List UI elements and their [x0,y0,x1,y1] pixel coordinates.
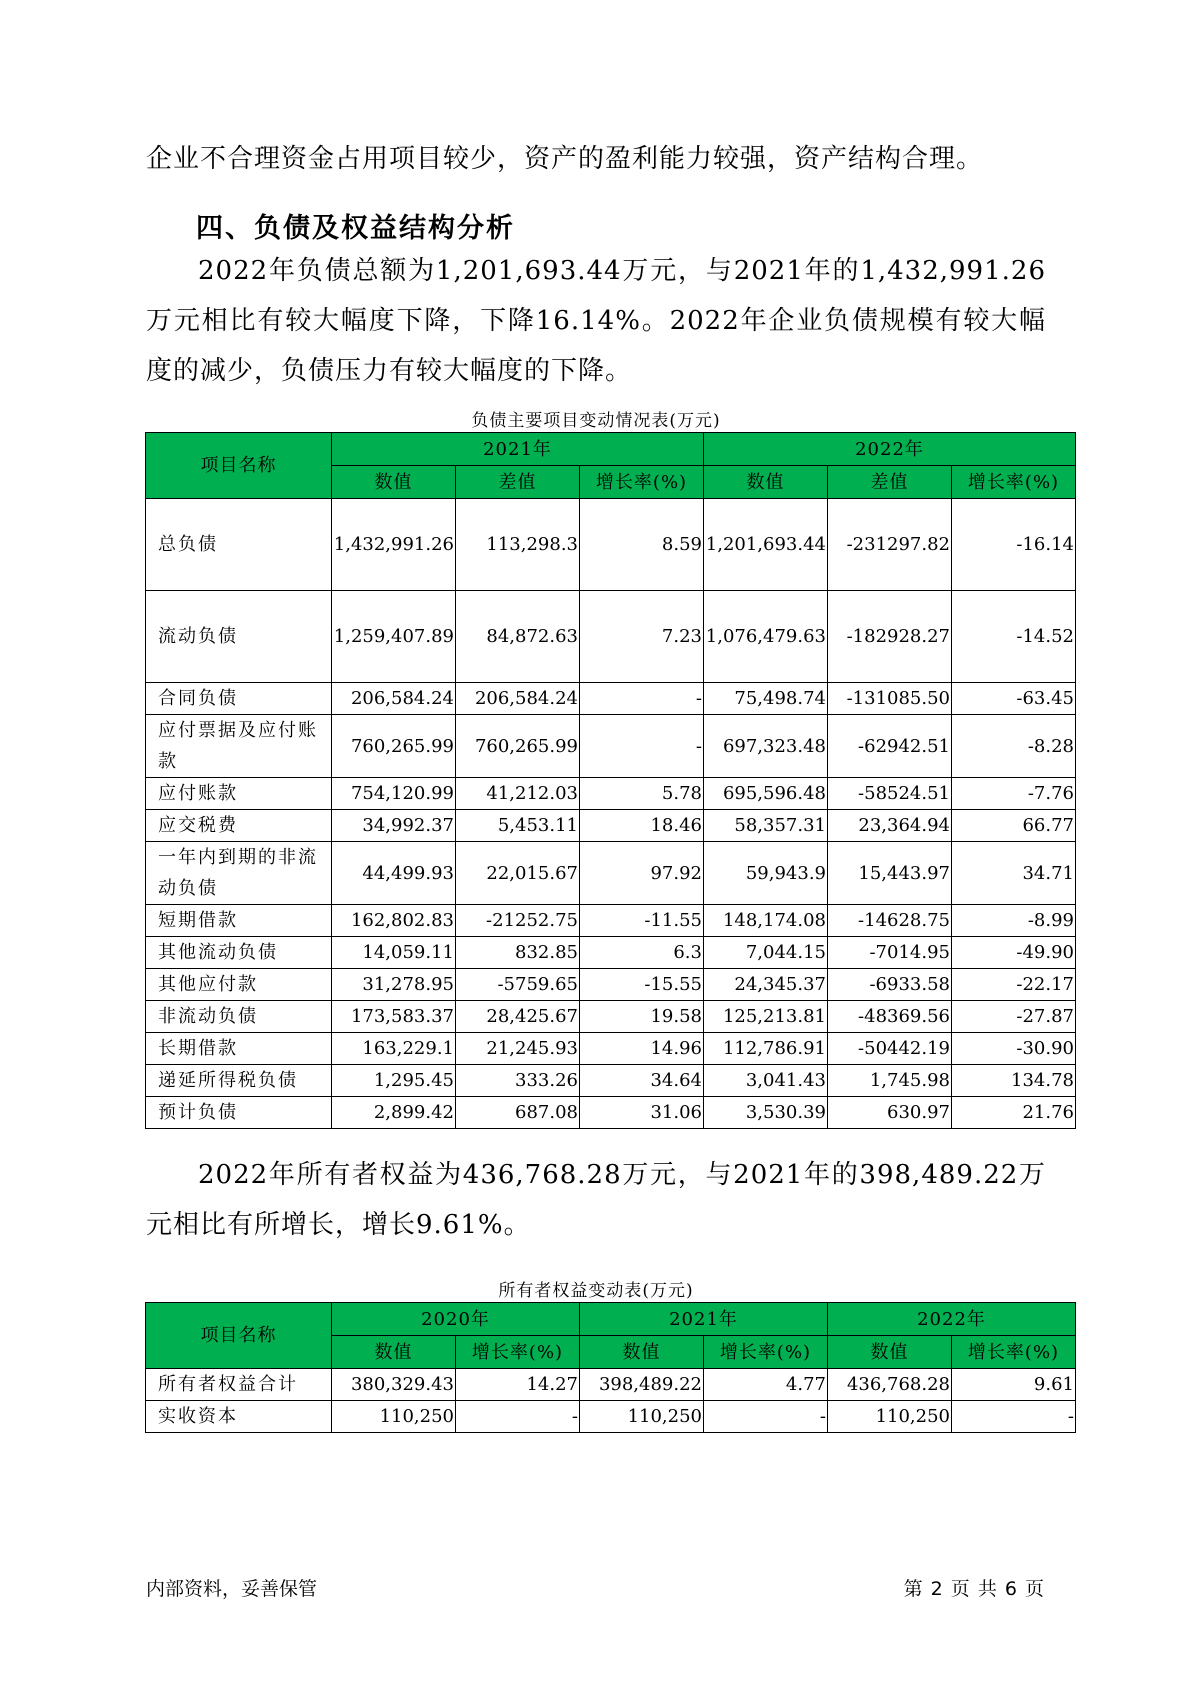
table-cell: -48369.56 [828,1001,952,1033]
table-cell: 1,432,991.26 [332,499,456,591]
liability-year-header: 2021年 [332,433,704,466]
table-cell: 206,584.24 [332,683,456,715]
table-cell: 436,768.28 [828,1369,952,1401]
table-cell: 23,364.94 [828,810,952,842]
table-row [146,1033,1076,1065]
table-cell: 24,345.37 [704,969,828,1001]
table-cell: 110,250 [580,1401,704,1433]
row-label: 所有者权益合计 [146,1369,332,1401]
table-cell: 110,250 [332,1401,456,1433]
table-cell: -7.76 [952,778,1076,810]
row-label: 递延所得税负债 [146,1065,332,1097]
row-label: 应交税费 [146,810,332,842]
table-cell: -231297.82 [828,499,952,591]
table-cell: 687.08 [456,1097,580,1129]
table-row [146,683,1076,715]
table-cell: 18.46 [580,810,704,842]
equity-paragraph: 2022年所有者权益为436,768.28万元，与2021年的398,489.22万元相比有所增长，增长9.61%。 [146,1160,1046,1240]
footer-confidential-note: 内部资料，妥善保管 [146,1578,318,1600]
table-cell: 1,745.98 [828,1065,952,1097]
table-cell: 760,265.99 [332,715,456,778]
table-cell: 1,201,693.44 [704,499,828,591]
table-cell: 134.78 [952,1065,1076,1097]
liability-sub-header: 增长率(%) [580,466,704,499]
table-cell: -15.55 [580,969,704,1001]
table-row [146,842,1076,905]
row-label: 短期借款 [146,905,332,937]
liability-table [145,432,1076,1129]
table-cell: 380,329.43 [332,1369,456,1401]
table-cell: -58524.51 [828,778,952,810]
table-row [146,1369,1076,1401]
table-cell: 697,323.48 [704,715,828,778]
table-cell: -5759.65 [456,969,580,1001]
row-label: 应付票据及应付账款 [146,715,332,778]
table-cell: 5,453.11 [456,810,580,842]
table-cell: 1,259,407.89 [332,591,456,683]
table-cell: 398,489.22 [580,1369,704,1401]
liability-sub-header: 差值 [828,466,952,499]
table-cell: 21,245.93 [456,1033,580,1065]
liability-sub-header: 差值 [456,466,580,499]
table-cell: 34.64 [580,1065,704,1097]
table-cell: 75,498.74 [704,683,828,715]
equity-sub-header: 增长率(%) [456,1336,580,1369]
table-cell: 59,943.9 [704,842,828,905]
table-cell: -14628.75 [828,905,952,937]
table-cell: 15,443.97 [828,842,952,905]
table-cell: 34,992.37 [332,810,456,842]
table-cell: 1,076,479.63 [704,591,828,683]
table-cell: 58,357.31 [704,810,828,842]
table-cell: 3,530.39 [704,1097,828,1129]
equity-year-header: 2020年 [332,1303,580,1336]
table-cell: - [704,1401,828,1433]
equity-sub-header: 数值 [580,1336,704,1369]
table-cell: -27.87 [952,1001,1076,1033]
table-cell: 44,499.93 [332,842,456,905]
row-label: 预计负债 [146,1097,332,1129]
table-cell: 14,059.11 [332,937,456,969]
table-cell: 832.85 [456,937,580,969]
table-cell: - [580,715,704,778]
table-cell: 41,212.03 [456,778,580,810]
table-cell: 173,583.37 [332,1001,456,1033]
equity-name-header: 项目名称 [146,1303,332,1369]
table-cell: 630.97 [828,1097,952,1129]
table-row [146,1401,1076,1433]
table-row [146,1065,1076,1097]
table-cell: 14.27 [456,1369,580,1401]
table-cell: 112,786.91 [704,1033,828,1065]
equity-table-body [146,1369,1076,1433]
liability-paragraph: 2022年负债总额为1,201,693.44万元，与2021年的1,432,991.26万元相比有较大幅度下降，下降16.14%。2022年企业负债规模有较大幅度的减少，负债压力有较大幅度的下降。 [146,256,1046,386]
table-cell: 14.96 [580,1033,704,1065]
table-cell: 695,596.48 [704,778,828,810]
row-label: 其他应付款 [146,969,332,1001]
table-cell: 760,265.99 [456,715,580,778]
table-row [146,499,1076,591]
row-label: 一年内到期的非流动负债 [146,842,332,905]
table-row [146,591,1076,683]
table-row [146,937,1076,969]
liability-table-caption: 负债主要项目变动情况表(万元) [471,411,721,431]
table-cell: 6.3 [580,937,704,969]
table-cell: 9.61 [952,1369,1076,1401]
table-cell: 3,041.43 [704,1065,828,1097]
equity-sub-header: 数值 [332,1336,456,1369]
row-label: 实收资本 [146,1401,332,1433]
table-cell: -50442.19 [828,1033,952,1065]
table-cell: 206,584.24 [456,683,580,715]
table-cell: -11.55 [580,905,704,937]
table-cell: 22,015.67 [456,842,580,905]
row-label: 非流动负债 [146,1001,332,1033]
footer-page-number: 第 2 页 共 6 页 [903,1578,1045,1600]
row-label: 流动负债 [146,591,332,683]
table-cell: -63.45 [952,683,1076,715]
liability-sub-header: 数值 [332,466,456,499]
row-label: 合同负债 [146,683,332,715]
equity-sub-header: 增长率(%) [952,1336,1076,1369]
table-cell: -21252.75 [456,905,580,937]
table-cell: -131085.50 [828,683,952,715]
table-cell: 148,174.08 [704,905,828,937]
table-row [146,1097,1076,1129]
table-cell: -30.90 [952,1033,1076,1065]
table-row [146,1001,1076,1033]
table-cell: 125,213.81 [704,1001,828,1033]
table-cell: 4.77 [704,1369,828,1401]
table-cell: 21.76 [952,1097,1076,1129]
table-cell: 97.92 [580,842,704,905]
section-heading: 四、负债及权益结构分析 [196,213,515,244]
row-label: 总负债 [146,499,332,591]
equity-sub-header: 数值 [828,1336,952,1369]
liability-year-header: 2022年 [704,433,1076,466]
table-cell: 113,298.3 [456,499,580,591]
table-cell: 28,425.67 [456,1001,580,1033]
table-row [146,715,1076,778]
table-row [146,810,1076,842]
table-cell: 333.26 [456,1065,580,1097]
row-label: 长期借款 [146,1033,332,1065]
table-cell: 19.58 [580,1001,704,1033]
equity-year-header: 2022年 [828,1303,1076,1336]
equity-table [145,1302,1076,1433]
equity-year-header: 2021年 [580,1303,828,1336]
table-cell: -49.90 [952,937,1076,969]
table-cell: -62942.51 [828,715,952,778]
table-cell: -14.52 [952,591,1076,683]
table-cell: -8.28 [952,715,1076,778]
table-cell: 34.71 [952,842,1076,905]
table-cell: 1,295.45 [332,1065,456,1097]
table-cell: 66.77 [952,810,1076,842]
table-cell: 754,120.99 [332,778,456,810]
table-cell: 7,044.15 [704,937,828,969]
table-cell: 7.23 [580,591,704,683]
table-cell: 84,872.63 [456,591,580,683]
table-cell: 5.78 [580,778,704,810]
table-cell: 8.59 [580,499,704,591]
liability-sub-header: 增长率(%) [952,466,1076,499]
equity-sub-header: 增长率(%) [704,1336,828,1369]
liability-table-body [146,499,1076,1129]
table-cell: -7014.95 [828,937,952,969]
table-cell: -16.14 [952,499,1076,591]
table-cell: 110,250 [828,1401,952,1433]
intro-paragraph: 企业不合理资金占用项目较少，资产的盈利能力较强，资产结构合理。 [146,144,984,174]
liability-sub-header: 数值 [704,466,828,499]
row-label: 其他流动负债 [146,937,332,969]
liability-name-header: 项目名称 [146,433,332,499]
table-cell: 2,899.42 [332,1097,456,1129]
table-row [146,778,1076,810]
table-cell: -22.17 [952,969,1076,1001]
table-cell: 31.06 [580,1097,704,1129]
table-cell: 31,278.95 [332,969,456,1001]
table-cell: - [952,1401,1076,1433]
table-cell: -182928.27 [828,591,952,683]
table-cell: - [456,1401,580,1433]
table-row [146,905,1076,937]
table-cell: -8.99 [952,905,1076,937]
table-cell: 162,802.83 [332,905,456,937]
table-cell: -6933.58 [828,969,952,1001]
equity-table-caption: 所有者权益变动表(万元) [498,1281,694,1301]
table-cell: 163,229.1 [332,1033,456,1065]
table-cell: - [580,683,704,715]
table-row [146,969,1076,1001]
row-label: 应付账款 [146,778,332,810]
